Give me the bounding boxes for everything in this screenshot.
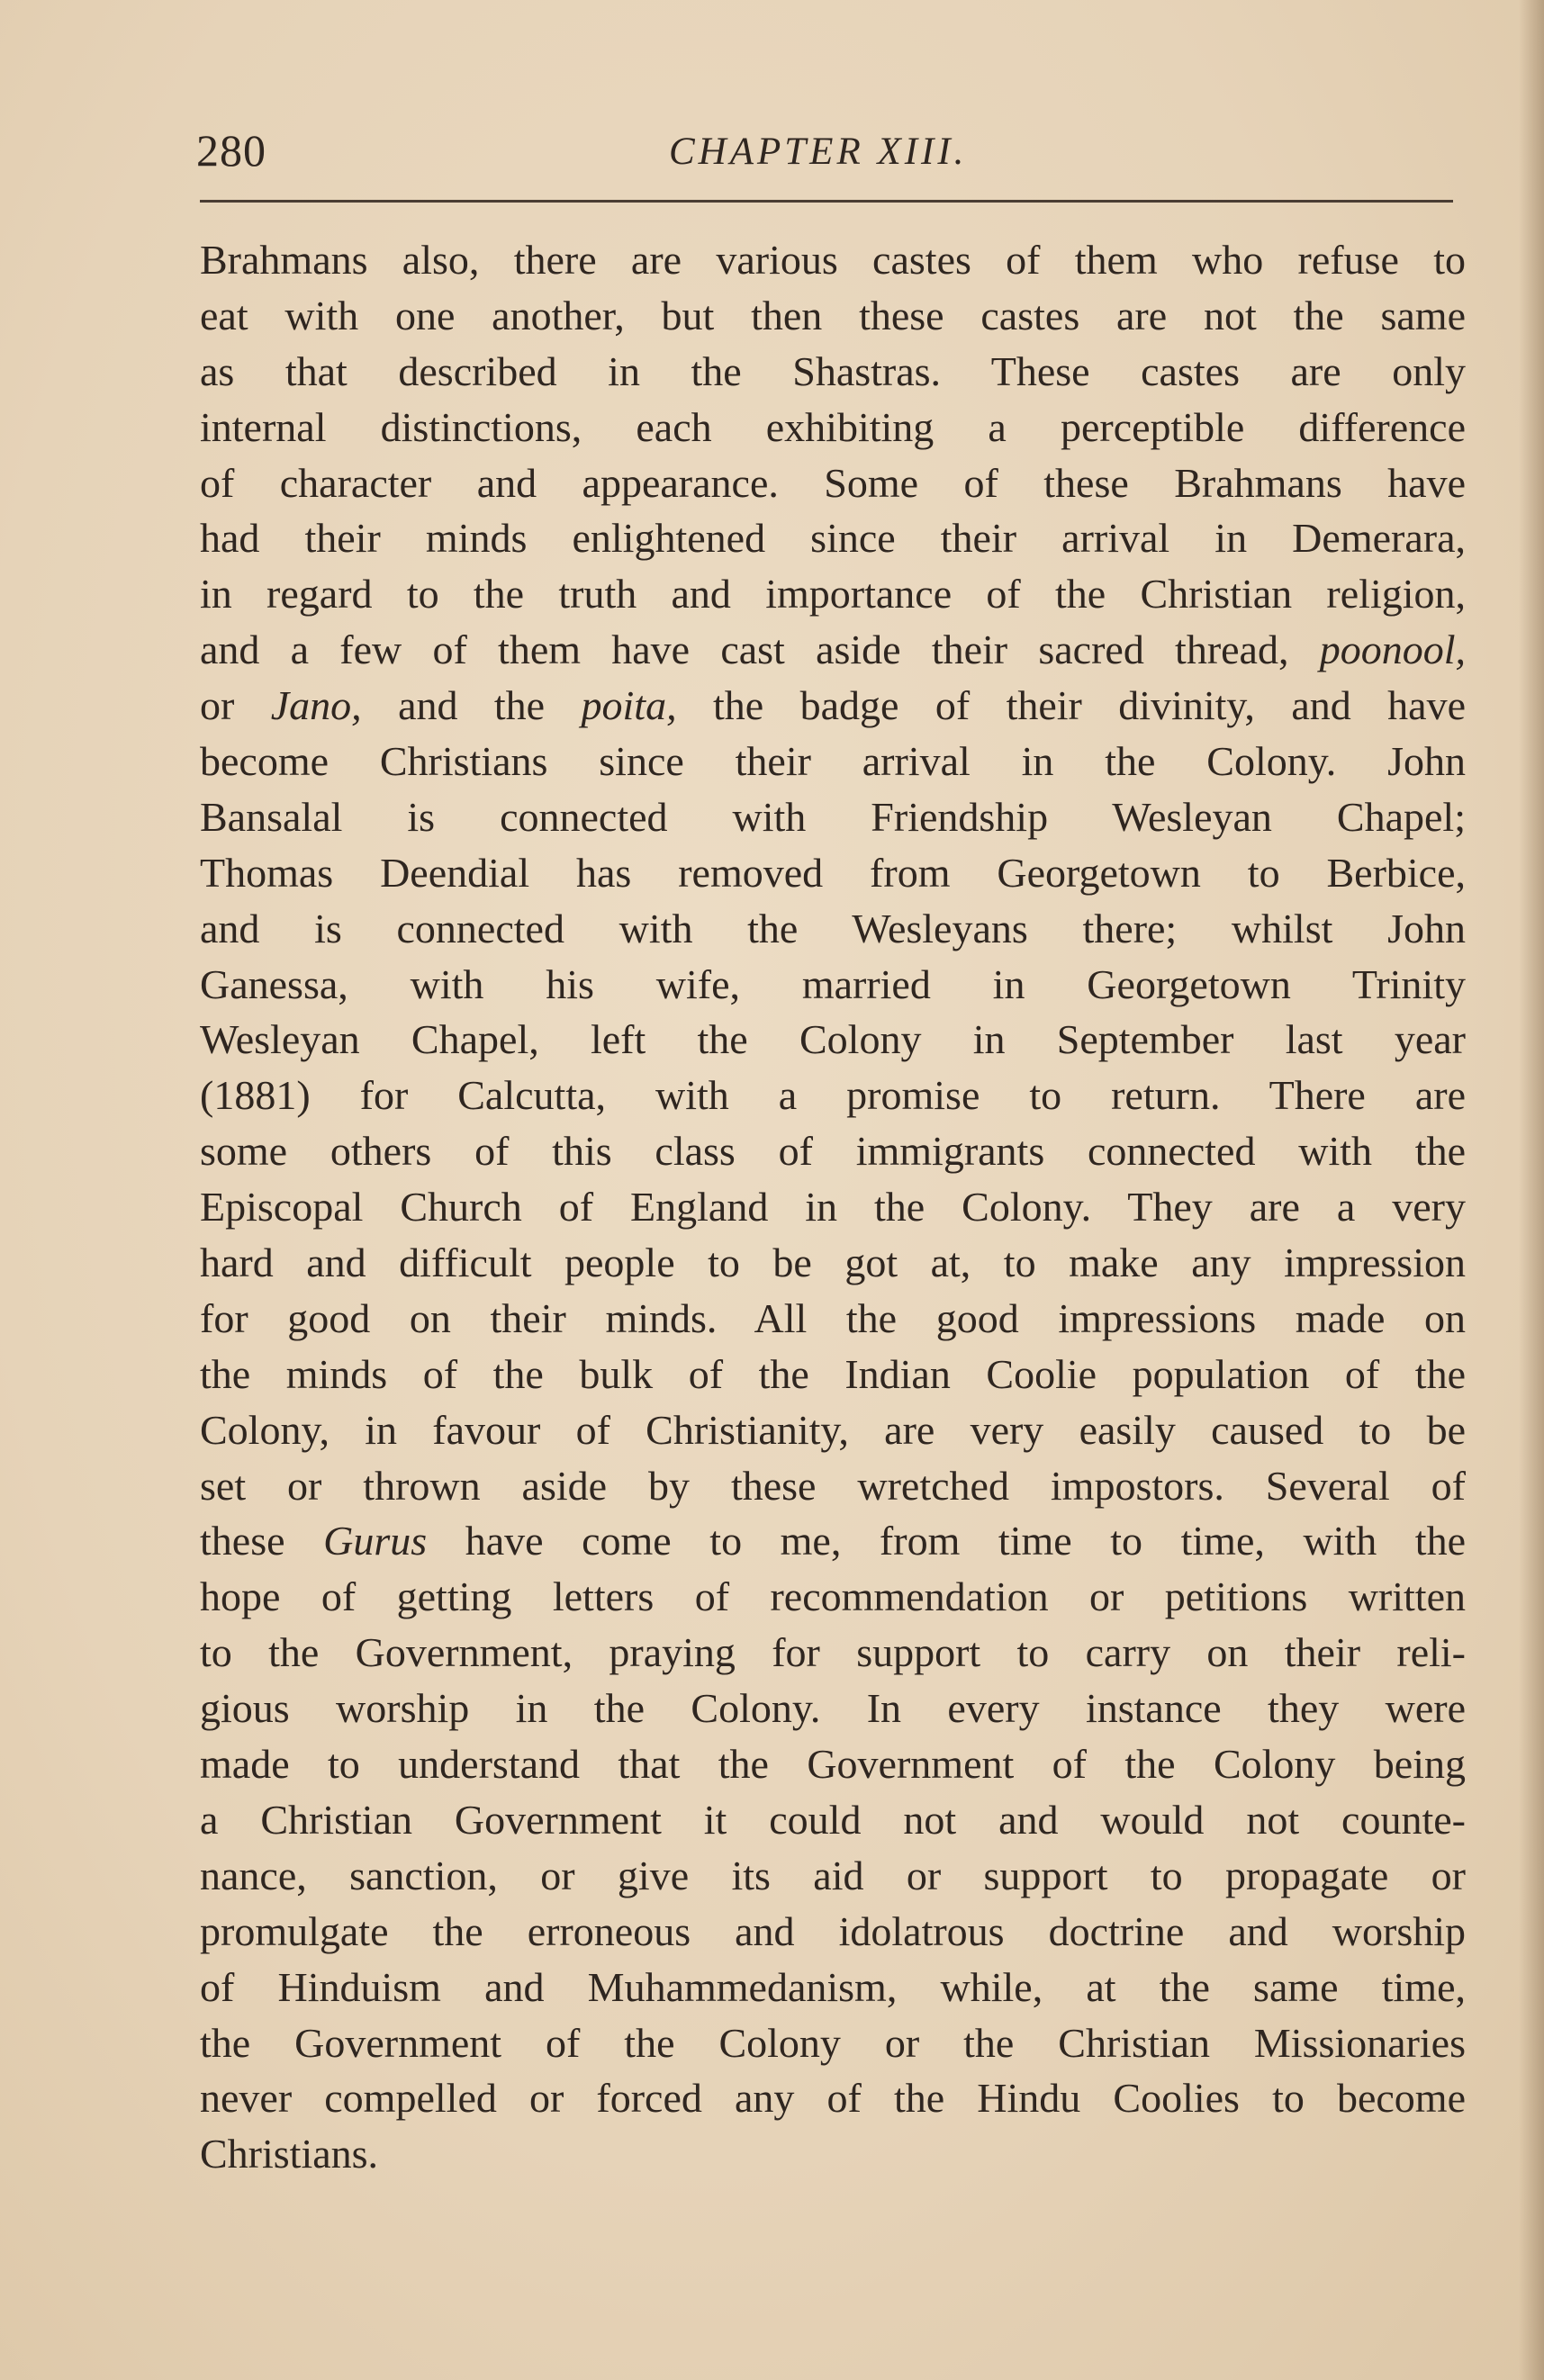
text-line: and is connected with the Wesleyans there; whilst John — [200, 905, 1466, 951]
text-run: these — [200, 1518, 324, 1564]
text-line: the minds of the bulk of the Indian Coolie population of the — [200, 1350, 1466, 1397]
text-run: and the — [361, 682, 582, 729]
text-line: the Government of the Colony or the Christian Missionaries — [200, 2019, 1466, 2066]
text-line: hope of getting letters of recommendation or petitions written — [200, 1573, 1466, 1620]
text-line: (1881) for Calcutta, with a promise to return. There are — [200, 1072, 1466, 1119]
text-line: Episcopal Church of England in the Colony. They are a very — [200, 1184, 1466, 1231]
italic-term: Gurus — [323, 1518, 428, 1564]
text-line: Colony, in favour of Christianity, are very easily caused to be — [200, 1406, 1466, 1453]
text-line — [200, 622, 1466, 678]
text-line: some others of this class of immigrants connected with the — [200, 1128, 1466, 1175]
body-text — [200, 232, 1466, 2182]
italic-term: Jano, — [270, 682, 362, 729]
text-line: internal distinctions, each exhibiting a perceptible difference — [200, 403, 1466, 450]
italic-term: poita, — [581, 682, 677, 729]
text-line: hard and difficult people to be got at, to make any impression — [200, 1240, 1466, 1286]
text-line: gious worship in the Colony. In every instance they were — [200, 1685, 1466, 1732]
text-line: in regard to the truth and importance of the Christian religion, — [200, 571, 1466, 618]
page-header — [196, 124, 1454, 187]
text-line: become Christians since their arrival in the Colony. John — [200, 738, 1466, 785]
text-run: and a few of them have cast aside their sacred thread, — [200, 627, 1320, 673]
text-line: Christians. — [200, 2131, 379, 2177]
text-line: set or thrown aside by these wretched impostors. Several of — [200, 1462, 1466, 1509]
text-line: of Hinduism and Muhammedanism, while, at the same time, — [200, 1963, 1466, 2010]
text-line: as that described in the Shastras. These castes are only — [200, 347, 1466, 394]
text-run: the badge of their divinity, and have — [676, 682, 1466, 729]
text-line: a Christian Government it could not and would not counte- — [200, 1796, 1466, 1843]
text-line: for good on their minds. All the good impressions made on — [200, 1294, 1466, 1341]
text-line — [200, 1513, 1466, 1569]
text-run: or — [200, 682, 271, 729]
text-line: had their minds enlightened since their arrival in Demerara, — [200, 515, 1466, 562]
text-line: Thomas Deendial has removed from Georgetown to Berbice, — [200, 849, 1466, 896]
text-run: have come to me, from time to time, with the — [427, 1518, 1466, 1564]
text-line: eat with one another, but then these castes are not the same — [200, 292, 1466, 338]
text-line: Wesleyan Chapel, left the Colony in September last year — [200, 1016, 1466, 1063]
text-line: promulgate the erroneous and idolatrous doctrine and worship — [200, 1907, 1466, 1954]
page-edge-shadow — [1519, 0, 1544, 2380]
italic-term: poonool, — [1319, 627, 1466, 673]
text-line: of character and appearance. Some of these Brahmans have — [200, 459, 1466, 506]
page-number: 280 — [196, 125, 266, 176]
text-line: made to understand that the Government of the Colony being — [200, 1741, 1466, 1788]
text-line — [200, 678, 1466, 734]
header-rule — [200, 200, 1453, 203]
text-line: never compelled or forced any of the Hindu Coolies to become — [200, 2075, 1466, 2122]
running-head: CHAPTER XIII. — [669, 131, 968, 173]
text-line: Ganessa, with his wife, married in Georgetown Trinity — [200, 960, 1466, 1007]
text-line: Bansalal is connected with Friendship Wesleyan Chapel; — [200, 793, 1466, 840]
text-line: nance, sanction, or give its aid or support to propagate or — [200, 1852, 1466, 1898]
text-line: Brahmans also, there are various castes of them who refuse to — [200, 237, 1466, 283]
text-line: to the Government, praying for support to carry on their reli- — [200, 1629, 1466, 1676]
